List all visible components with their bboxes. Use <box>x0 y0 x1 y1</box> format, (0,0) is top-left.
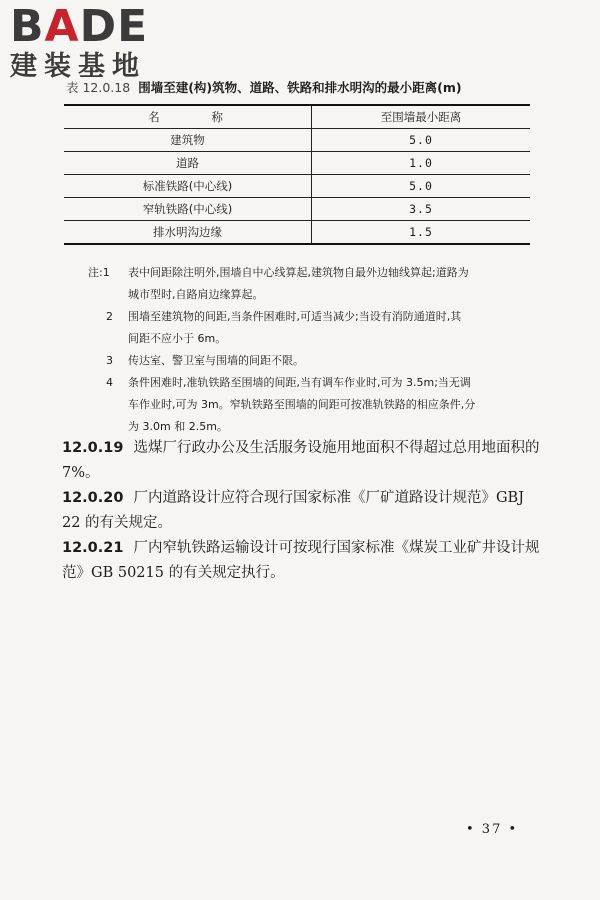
row-name: 标准铁路(中心线) <box>64 175 312 198</box>
table-caption <box>66 78 536 96</box>
clause-item <box>62 486 542 535</box>
logo-wordmark: BADE <box>10 1 149 52</box>
note-number: 4 <box>106 376 113 389</box>
note-number: 2 <box>106 310 113 323</box>
row-name: 道路 <box>64 152 312 175</box>
row-value: 1.0 <box>312 152 531 175</box>
row-name: 窄轨铁路(中心线) <box>64 198 312 221</box>
note-line: 城市型时,自路肩边缘算起。 <box>128 288 264 301</box>
note-label: 注:1 <box>88 266 110 279</box>
table-number: 表 12.0.18 <box>66 80 131 95</box>
table-row <box>64 221 530 245</box>
row-value: 5.0 <box>312 129 531 152</box>
note-item <box>88 372 548 438</box>
clause-id: 12.0.19 <box>62 440 124 456</box>
clause-text: 厂内道路设计应符合现行国家标准《厂矿道路设计规范》GBJ 22 的有关规定。 <box>62 490 525 531</box>
clause-id: 12.0.21 <box>62 540 124 556</box>
note-line: 围墙至建筑物的间距,当条件困难时,可适当减少;当设有消防通道时,其 <box>128 310 462 323</box>
clause-item <box>62 536 542 585</box>
table-row <box>64 198 530 221</box>
note-item <box>88 262 548 306</box>
clause-item <box>62 436 542 485</box>
table-notes <box>88 262 548 438</box>
clause-text: 厂内窄轨铁路运输设计可按现行国家标准《煤炭工业矿井设计规范》GB 50215 的有关规定执行。 <box>62 540 540 581</box>
note-line: 车作业时,可为 3m。窄轨铁路至围墙的间距可按准轨铁路的相应条件,分 <box>128 398 476 411</box>
page-number: • 37 • <box>466 822 519 837</box>
watermark-logo <box>10 1 180 82</box>
note-number: 3 <box>106 354 113 367</box>
clause-list <box>62 436 542 586</box>
table-row <box>64 175 530 198</box>
row-value: 3.5 <box>312 198 531 221</box>
note-line: 传达室、警卫室与围墙的间距不限。 <box>128 354 304 367</box>
note-line: 为 3.0m 和 2.5m。 <box>128 420 228 433</box>
note-line: 间距不应小于 6m。 <box>128 332 227 345</box>
table-row <box>64 152 530 175</box>
row-value: 1.5 <box>312 221 531 245</box>
logo-subtitle: 建装基地 <box>10 51 146 82</box>
note-item <box>88 306 548 350</box>
note-line: 表中间距除注明外,围墙自中心线算起,建筑物自最外边轴线算起;道路为 <box>128 266 469 279</box>
clause-text: 选煤厂行政办公及生活服务设施用地面积不得超过总用地面积的 7%。 <box>62 440 540 481</box>
table-title: 围墙至建(构)筑物、道路、铁路和排水明沟的最小距离(m) <box>138 80 462 95</box>
header-distance: 至围墙最小距离 <box>312 105 531 129</box>
table-row <box>64 129 530 152</box>
row-name: 建筑物 <box>64 129 312 152</box>
row-name: 排水明沟边缘 <box>64 221 312 245</box>
note-line: 条件困难时,准轨铁路至围墙的间距,当有调车作业时,可为 3.5m;当无调 <box>128 376 471 389</box>
header-name: 名 称 <box>64 105 312 129</box>
table-header-row <box>64 105 530 129</box>
distance-table <box>64 104 530 245</box>
clause-id: 12.0.20 <box>62 490 124 506</box>
note-item <box>88 350 548 372</box>
row-value: 5.0 <box>312 175 531 198</box>
